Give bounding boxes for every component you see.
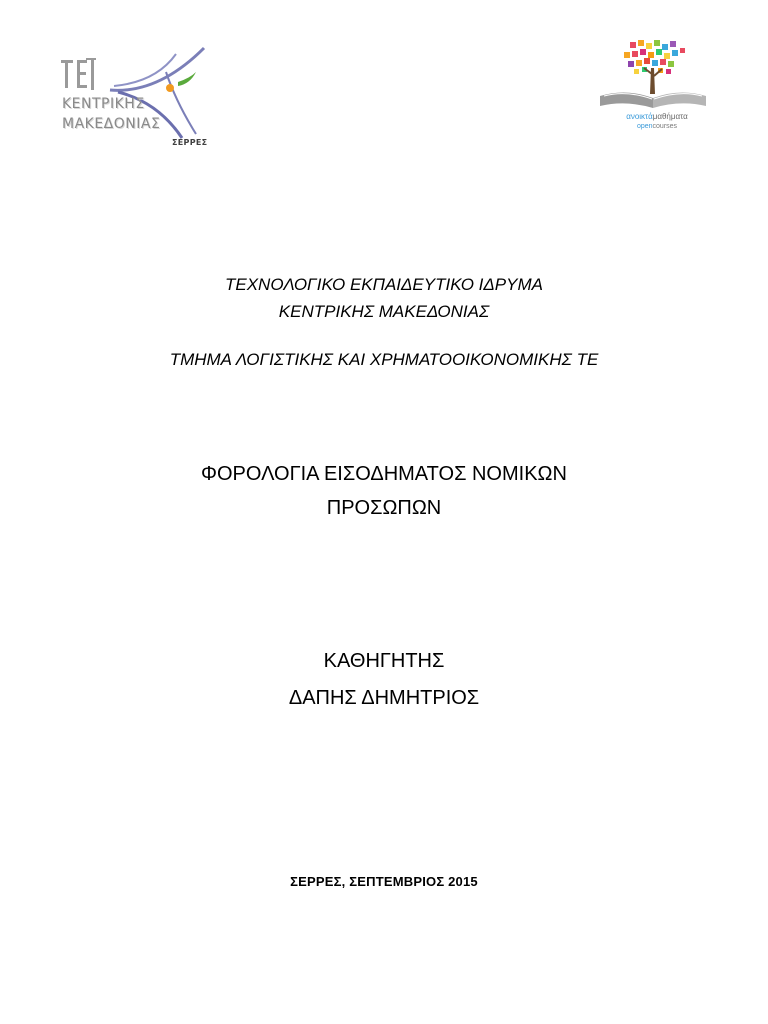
department-name: ΤΜΗΜΑ ΛΟΓΙΣΤΙΚΗΣ ΚΑΙ ΧΡΗΜΑΤΟΟΙΚΟΝΟΜΙΚΗΣ ΤΕ (169, 350, 599, 369)
opencourses-accent-gr: ανοικτά (626, 112, 653, 121)
institution-line1: ΤΕΧΝΟΛΟΓΙΚΟ ΕΚΠΑΙΔΕΥΤΙΚΟ ΙΔΡΥΜΑ (225, 275, 543, 294)
opencourses-logo-line2 (602, 123, 712, 130)
place-date: ΣΕΡΡΕΣ, ΣΕΠΤΕΜΒΡΙΟΣ 2015 (290, 874, 478, 889)
tei-logo-line3: ΣΕΡΡΕΣ (172, 138, 208, 147)
professor-label: ΚΑΘΗΓΗΤΗΣ (323, 650, 445, 672)
tree-book-icon (596, 38, 716, 112)
professor-name: ΔΑΠΗΣ ΔΗΜΗΤΡΙΟΣ (288, 687, 480, 709)
tei-logo-line1: ΚΕΝΤΡΙΚΗΣ (62, 96, 145, 112)
opencourses-logo-line1 (602, 112, 712, 121)
opencourses-accent-en: open (636, 123, 653, 130)
tei-logo-line2: ΜΑΚΕΔΟΝΙΑΣ (62, 116, 161, 132)
document-title-line1: ΦΟΡΟΛΟΓΙΑ ΕΙΣΟΔΗΜΑΤΟΣ ΝΟΜΙΚΩΝ (201, 463, 567, 485)
opencourses-rest-gr: μαθήματα (652, 112, 688, 121)
institution-line2: ΚΕΝΤΡΙΚΗΣ ΜΑΚΕΔΟΝΙΑΣ (278, 302, 490, 321)
opencourses-rest-en: courses (652, 123, 678, 130)
tei-logo (58, 42, 210, 154)
opencourses-logo (596, 38, 716, 144)
document-title-line2: ΠΡΟΣΩΠΩΝ (326, 497, 442, 519)
